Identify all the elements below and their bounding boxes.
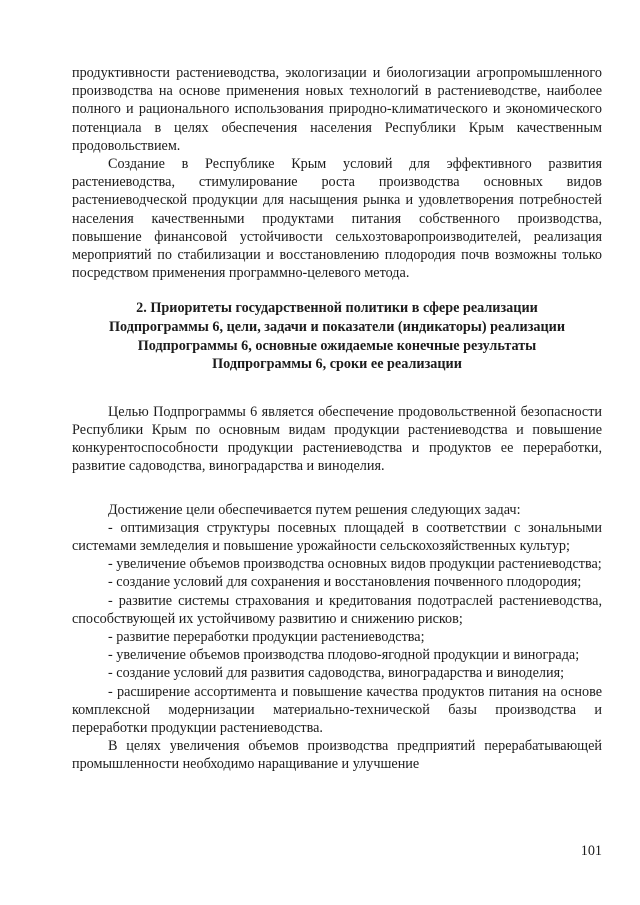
heading-line-2: Подпрограммы 6, цели, задачи и показатели (индикаторы) реализации: [108, 319, 566, 336]
task-item: - увеличение объемов производства плодово-ягодной продукции и винограда;: [108, 647, 580, 664]
task-item: - расширение ассортимента и повышение качества продуктов питания на основе комплексной модернизации материально-технической базы производства и переработки продукции растениеводства.: [72, 683, 602, 737]
task-item: - оптимизация структуры посевных площадей в соответствии с зональными системами земледелия и повышение урожайности сельскохозяйственных культур;: [72, 519, 602, 555]
task-item: - создание условий для сохранения и восстановления почвенного плодородия;: [108, 574, 582, 591]
section-heading: [72, 299, 602, 373]
tasks-intro: Достижение цели обеспечивается путем решения следующих задач:: [108, 501, 521, 518]
heading-line-1: 2. Приоритеты государственной политики в сфере реализации: [136, 300, 538, 317]
paragraph-conditions: Создание в Республике Крым условий для эффективного развития растениеводства, стимулирование роста производства основных видов растениеводческой продукции для насыщения рынка и удовлетворения потребностей населения качественными продуктами питания собственного производства, повышение финансовой устойчивости сельхозтоваропроизводителей, реализация мероприятий по стабилизации и восстановлению плодородия почв возможны только посредством применения программно-целевого метода.: [72, 156, 602, 282]
paragraph-goal: Целью Подпрограммы 6 является обеспечение продовольственной безопасности Республики Крым по основным видам продукции растениеводства и повышение конкурентоспособности продукции растениеводства и продуктов ее переработки, развитие садоводства, виноградарства и виноделия.: [72, 403, 602, 475]
heading-line-4: Подпрограммы 6, сроки ее реализации: [212, 356, 462, 373]
heading-line-3: Подпрограммы 6, основные ожидаемые конечные результаты: [137, 337, 537, 354]
task-item: - создание условий для развития садоводства, виноградарства и виноделия;: [108, 665, 565, 682]
paragraph-continuation: продуктивности растениеводства, экологизации и биологизации агропромышленного производства на основе применения новых технологий в растениеводстве, наиболее полного и рационального использования природно-климатического и экономического потенциала в целях обеспечения населения Республики Крым качественным продовольствием.: [72, 65, 602, 154]
task-list: [72, 519, 602, 737]
task-item: - увеличение объемов производства основных видов продукции растениеводства;: [108, 556, 602, 573]
paragraph-closing: В целях увеличения объемов производства предприятий перерабатывающей промышленности необходимо наращивание и улучшение: [72, 738, 602, 773]
task-item: - развитие переработки продукции растениеводства;: [108, 629, 425, 646]
page-number: 101: [580, 843, 602, 859]
document-page: [72, 64, 602, 774]
task-item: - развитие системы страхования и кредитования подотраслей растениеводства, способствующей их устойчивому развитию и снижению рисков;: [72, 592, 602, 627]
